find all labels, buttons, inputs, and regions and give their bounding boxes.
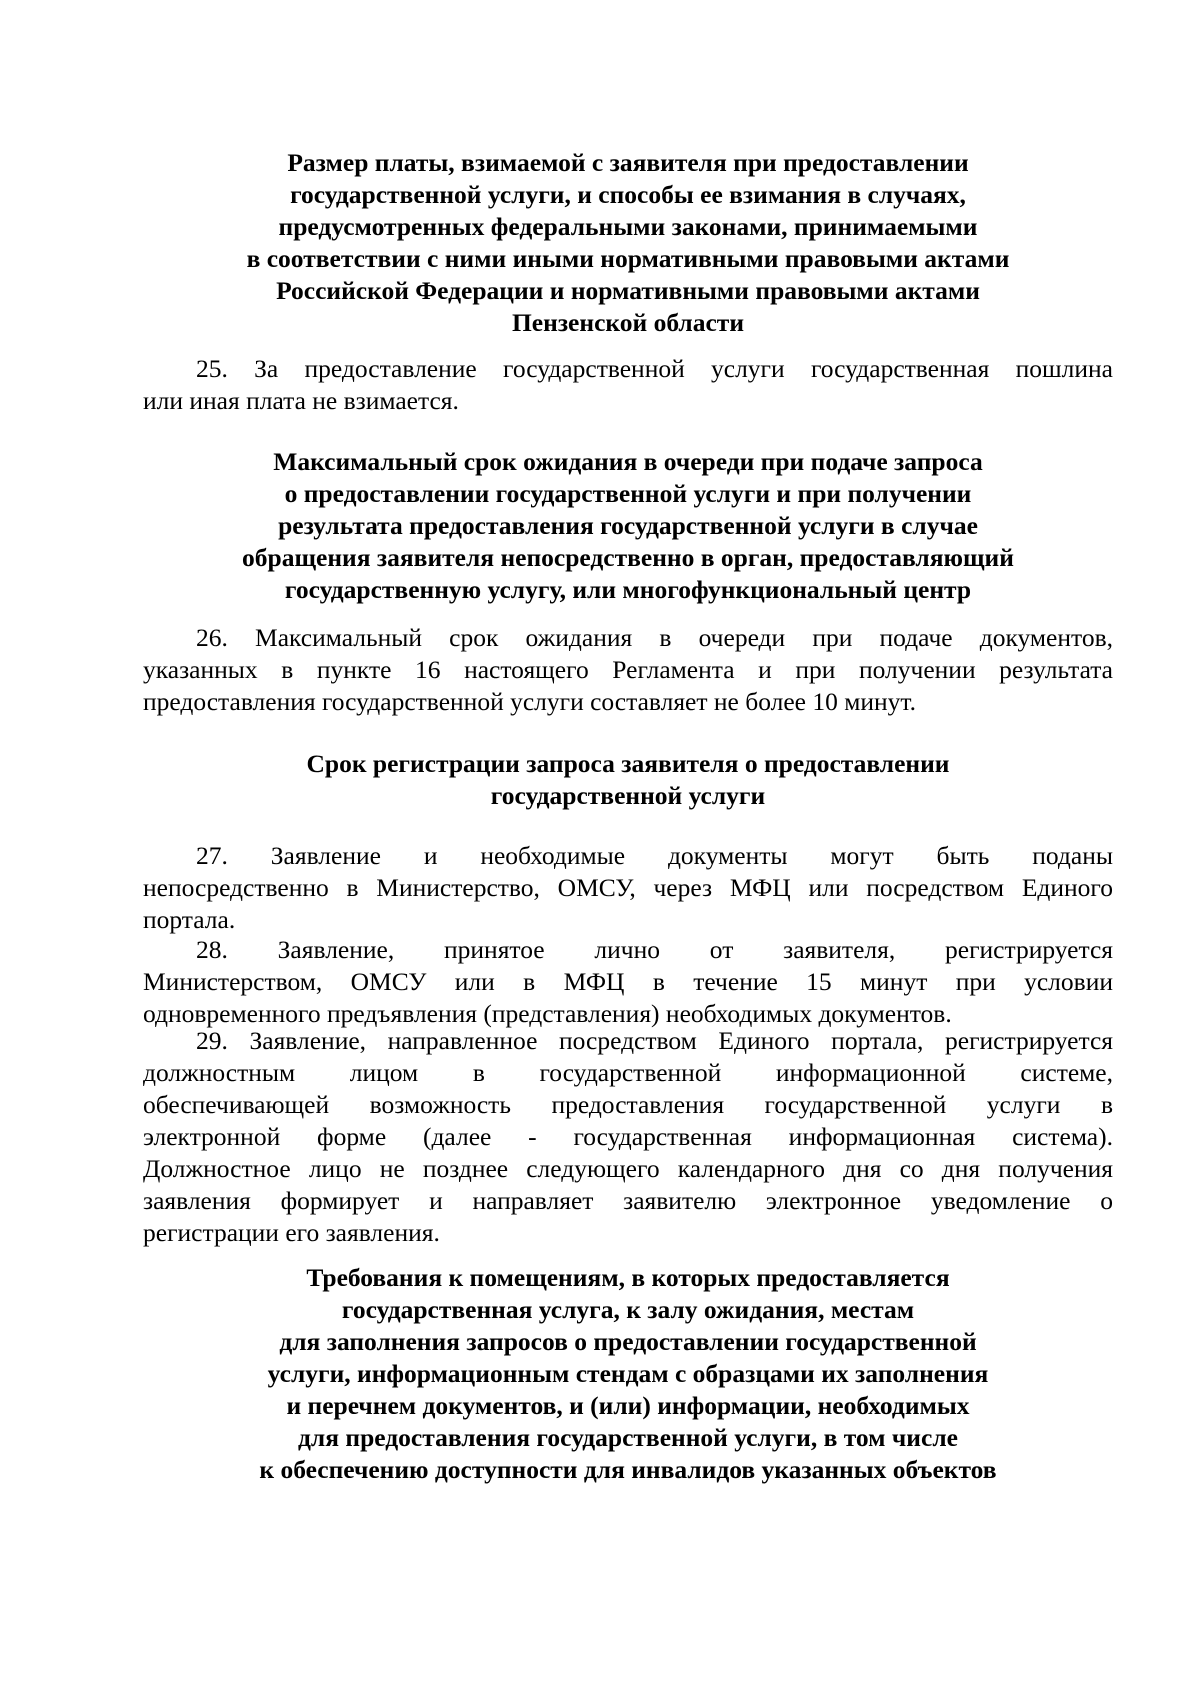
- paragraph-line: заявления формирует и направляет заявителю электронное уведомление о: [143, 1186, 1113, 1215]
- heading-line: в соответствии с ними иными нормативными правовыми актами: [246, 244, 1010, 273]
- paragraph-line: регистрации его заявления.: [143, 1218, 440, 1247]
- paragraph-line: 29. Заявление, направленное посредством Единого портала, регистрируется: [196, 1026, 1113, 1055]
- paragraph-line: Должностное лицо не позднее следующего календарного дня со дня получения: [143, 1154, 1113, 1183]
- heading-line: к обеспечению доступности для инвалидов указанных объектов: [259, 1455, 997, 1484]
- paragraph-line: Министерством, ОМСУ или в МФЦ в течение 15 минут при условии: [143, 967, 1113, 996]
- heading-line: о предоставлении государственной услуги и при получении: [284, 479, 972, 508]
- heading-line: Срок регистрации запроса заявителя о предоставлении: [306, 749, 950, 778]
- heading-line: государственную услугу, или многофункциональный центр: [284, 575, 972, 604]
- section-heading-queue-time: [143, 446, 1113, 606]
- paragraph-29: [143, 1025, 1113, 1249]
- paragraph-28: [143, 934, 1113, 1030]
- heading-line: Российской Федерации и нормативными правовыми актами: [276, 276, 980, 305]
- paragraph-line: непосредственно в Министерство, ОМСУ, через МФЦ или посредством Единого: [143, 873, 1113, 902]
- heading-line: услуги, информационным стендам с образцами их заполнения: [267, 1359, 989, 1388]
- paragraph-line: электронной форме (далее - государственная информационная система).: [143, 1122, 1113, 1151]
- paragraph-line: 25. За предоставление государственной услуги государственная пошлина: [196, 354, 1113, 383]
- heading-line: для заполнения запросов о предоставлении государственной: [279, 1327, 977, 1356]
- heading-line: и перечнем документов, и (или) информации, необходимых: [286, 1391, 970, 1420]
- paragraph-line: или иная плата не взимается.: [143, 386, 459, 415]
- paragraph-line: указанных в пункте 16 настоящего Регламента и при получении результата: [143, 655, 1113, 684]
- paragraph-27: [143, 840, 1113, 936]
- heading-line: Пензенской области: [511, 308, 745, 337]
- paragraph-line: портала.: [143, 905, 236, 934]
- paragraph-line: 28. Заявление, принятое лично от заявителя, регистрируется: [196, 935, 1113, 964]
- heading-line: государственной услуги: [490, 781, 766, 810]
- paragraph-line: предоставления государственной услуги составляет не более 10 минут.: [143, 687, 917, 716]
- heading-line: государственная услуга, к залу ожидания, местам: [341, 1295, 915, 1324]
- section-heading-registration-term: [143, 748, 1113, 812]
- paragraph-line: 26. Максимальный срок ожидания в очереди при подаче документов,: [196, 623, 1113, 652]
- heading-line: государственной услуги, и способы ее взимания в случаях,: [290, 180, 966, 209]
- heading-line: Требования к помещениям, в которых предоставляется: [306, 1263, 950, 1292]
- heading-line: обращения заявителя непосредственно в орган, предоставляющий: [242, 543, 1014, 572]
- heading-line: Размер платы, взимаемой с заявителя при предоставлении: [287, 148, 969, 177]
- section-heading-premises-requirements: [143, 1262, 1113, 1486]
- heading-line: результата предоставления государственной услуги в случае: [278, 511, 978, 540]
- section-heading-fee: [143, 147, 1113, 339]
- paragraph-25: [143, 353, 1113, 417]
- heading-line: Максимальный срок ожидания в очереди при подаче запроса: [273, 447, 983, 476]
- paragraph-line: должностным лицом в государственной информационной системе,: [143, 1058, 1113, 1087]
- heading-line: для предоставления государственной услуги, в том числе: [298, 1423, 958, 1452]
- heading-line: предусмотренных федеральными законами, принимаемыми: [278, 212, 978, 241]
- paragraph-line: обеспечивающей возможность предоставления государственной услуги в: [143, 1090, 1113, 1119]
- paragraph-26: [143, 622, 1113, 718]
- paragraph-line: 27. Заявление и необходимые документы могут быть поданы: [196, 841, 1113, 870]
- paragraph-line: одновременного предъявления (представления) необходимых документов.: [143, 999, 952, 1028]
